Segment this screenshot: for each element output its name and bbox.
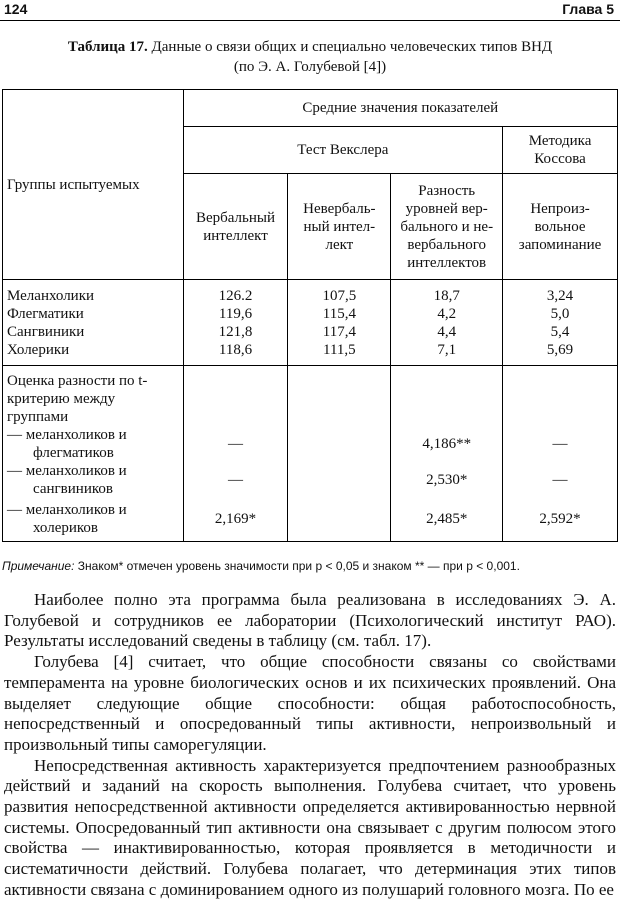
col-difference: Разность уровней вер- бального и не- вербального интеллектов (391, 174, 503, 280)
data-table (2, 89, 618, 542)
ttest-cell: 2,530* (391, 462, 503, 498)
values-memory: 3,24 5,0 5,4 5,69 (503, 280, 618, 366)
ttest-row-label: — меланхоликов и холериков (3, 498, 184, 542)
ttest-row-label: — меланхоликов и сангвиников (3, 462, 184, 498)
note-label: Примечание: (2, 559, 75, 573)
header-groups: Группы испытуемых (3, 90, 184, 280)
body-text (4, 590, 616, 901)
group-names: Меланхолики Флегматики Сангвиники Холерики (3, 280, 184, 366)
page-number: 124 (4, 1, 28, 17)
col-verbal: Вербальный интеллект (183, 174, 288, 280)
ttest-cell (288, 426, 391, 462)
col-memory: Непроиз- вольное запоминание (503, 174, 618, 280)
ttest-cell: 2,169* (183, 498, 288, 542)
ttest-title: Оценка разности по t- критерию между группами (3, 366, 184, 426)
values-nonverbal: 107,5 115,4 117,4 111,5 (288, 280, 391, 366)
table-title: Данные о связи общих и специально человеческих типов ВНД (147, 39, 553, 55)
ttest-cell: 2,485* (391, 498, 503, 542)
ttest-cell (288, 498, 391, 542)
header-means: Средние значения показателей (183, 90, 617, 127)
ttest-cell: — (183, 462, 288, 498)
table-subtitle: (по Э. А. Голубевой [4]) (233, 59, 387, 75)
ttest-cell: 2,592* (503, 498, 618, 542)
page-header (0, 0, 620, 21)
ttest-cell (288, 462, 391, 498)
paragraph: Голубева [4] считает, что общие способности связаны со свойствами темперамента на уровне биологических основ и их психических проявлений. Она выделяет следующие общие способности: общая работоспособность, непосредственный и опосредованный типы активности, непроизвольный и произвольный типы саморегуляции. (4, 652, 616, 754)
ttest-cell: — (183, 426, 288, 462)
ttest-row-label: — меланхоликов и флегматиков (3, 426, 184, 462)
ttest-cell: 4,186** (391, 426, 503, 462)
header-wechsler: Тест Векслера (183, 127, 503, 174)
paragraph: Непосредственная активность характеризуется предпочтением разнообразных действий и заданий на скорость выполнения. Голубева считает, что уровень развития непосредственной активности определяется активированностью нервной системы. Опосредованный тип активности она связывает с другим полюсом этого свойства — инактивированностью, которая проявляется в методичности и систематичности действий. Голубева полагает, что детерминация этих типов активности связана с доминированием одного из полушарий головного мозга. По ее (4, 755, 616, 899)
table-note (2, 559, 520, 573)
table-caption (0, 38, 620, 57)
table-label: Таблица 17. (67, 39, 148, 55)
values-verbal: 126.2 119,6 121,8 118,6 (183, 280, 288, 366)
paragraph: Наиболее полно эта программа была реализована в исследованиях Э. А. Голубевой и сотрудников ее лаборатории (Психологический институт РАО). Результаты исследований сведены в таблицу (см. табл. 17). (4, 590, 616, 651)
ttest-cell: — (503, 426, 618, 462)
header-kossov: Методика Коссова (503, 127, 618, 174)
col-nonverbal: Невербаль- ный интел- лект (288, 174, 391, 280)
values-difference: 18,7 4,2 4,4 7,1 (391, 280, 503, 366)
chapter-title: Глава 5 (562, 1, 614, 17)
ttest-cell: — (503, 462, 618, 498)
note-text: Знаком* отмечен уровень значимости при p < 0,05 и знаком ** — при p < 0,001. (74, 559, 520, 573)
